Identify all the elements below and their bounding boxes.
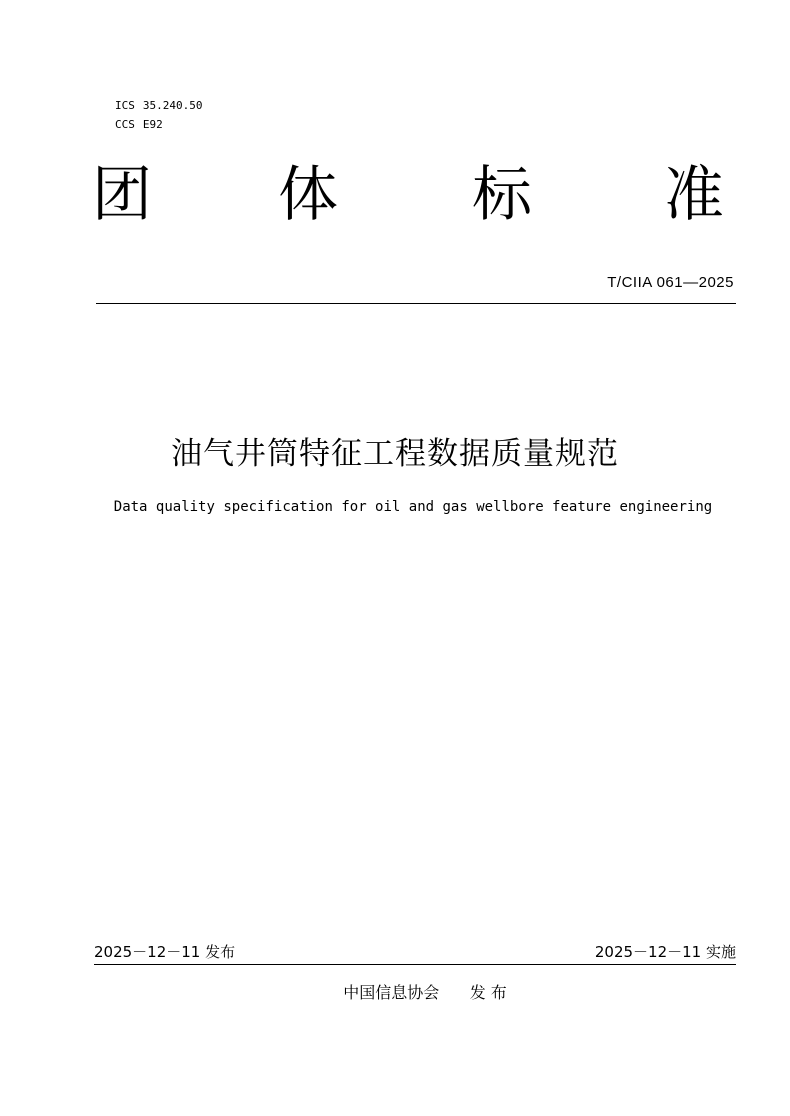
ccs-row [115, 115, 202, 134]
document-title-chinese: 油气井筒特征工程数据质量规范 [171, 436, 619, 472]
classification-codes [115, 96, 202, 134]
implement-date: 2025－12－11 实施 [594, 943, 736, 961]
bottom-divider [94, 964, 736, 965]
standard-type-char: 准 [664, 160, 724, 230]
ccs-label: CCS [115, 118, 135, 131]
standard-type-char: 体 [278, 160, 338, 230]
standard-type-heading [92, 150, 732, 240]
ics-row [115, 96, 202, 115]
document-title-english: Data quality specification for oil and gas wellbore feature engineering [113, 499, 713, 515]
ics-code: 35.240.50 [142, 99, 203, 112]
publish-date: 2025－12－11 发布 [94, 943, 236, 961]
ics-label: ICS [115, 99, 135, 112]
top-divider [96, 303, 736, 304]
ccs-code: E92 [142, 118, 163, 131]
standard-type-char: 标 [472, 160, 532, 230]
standard-type-char: 团 [92, 160, 152, 230]
issuer-line: 中国信息协会 发 布 [343, 983, 507, 1002]
standard-number: T/CIIA 061—2025 [607, 274, 734, 291]
